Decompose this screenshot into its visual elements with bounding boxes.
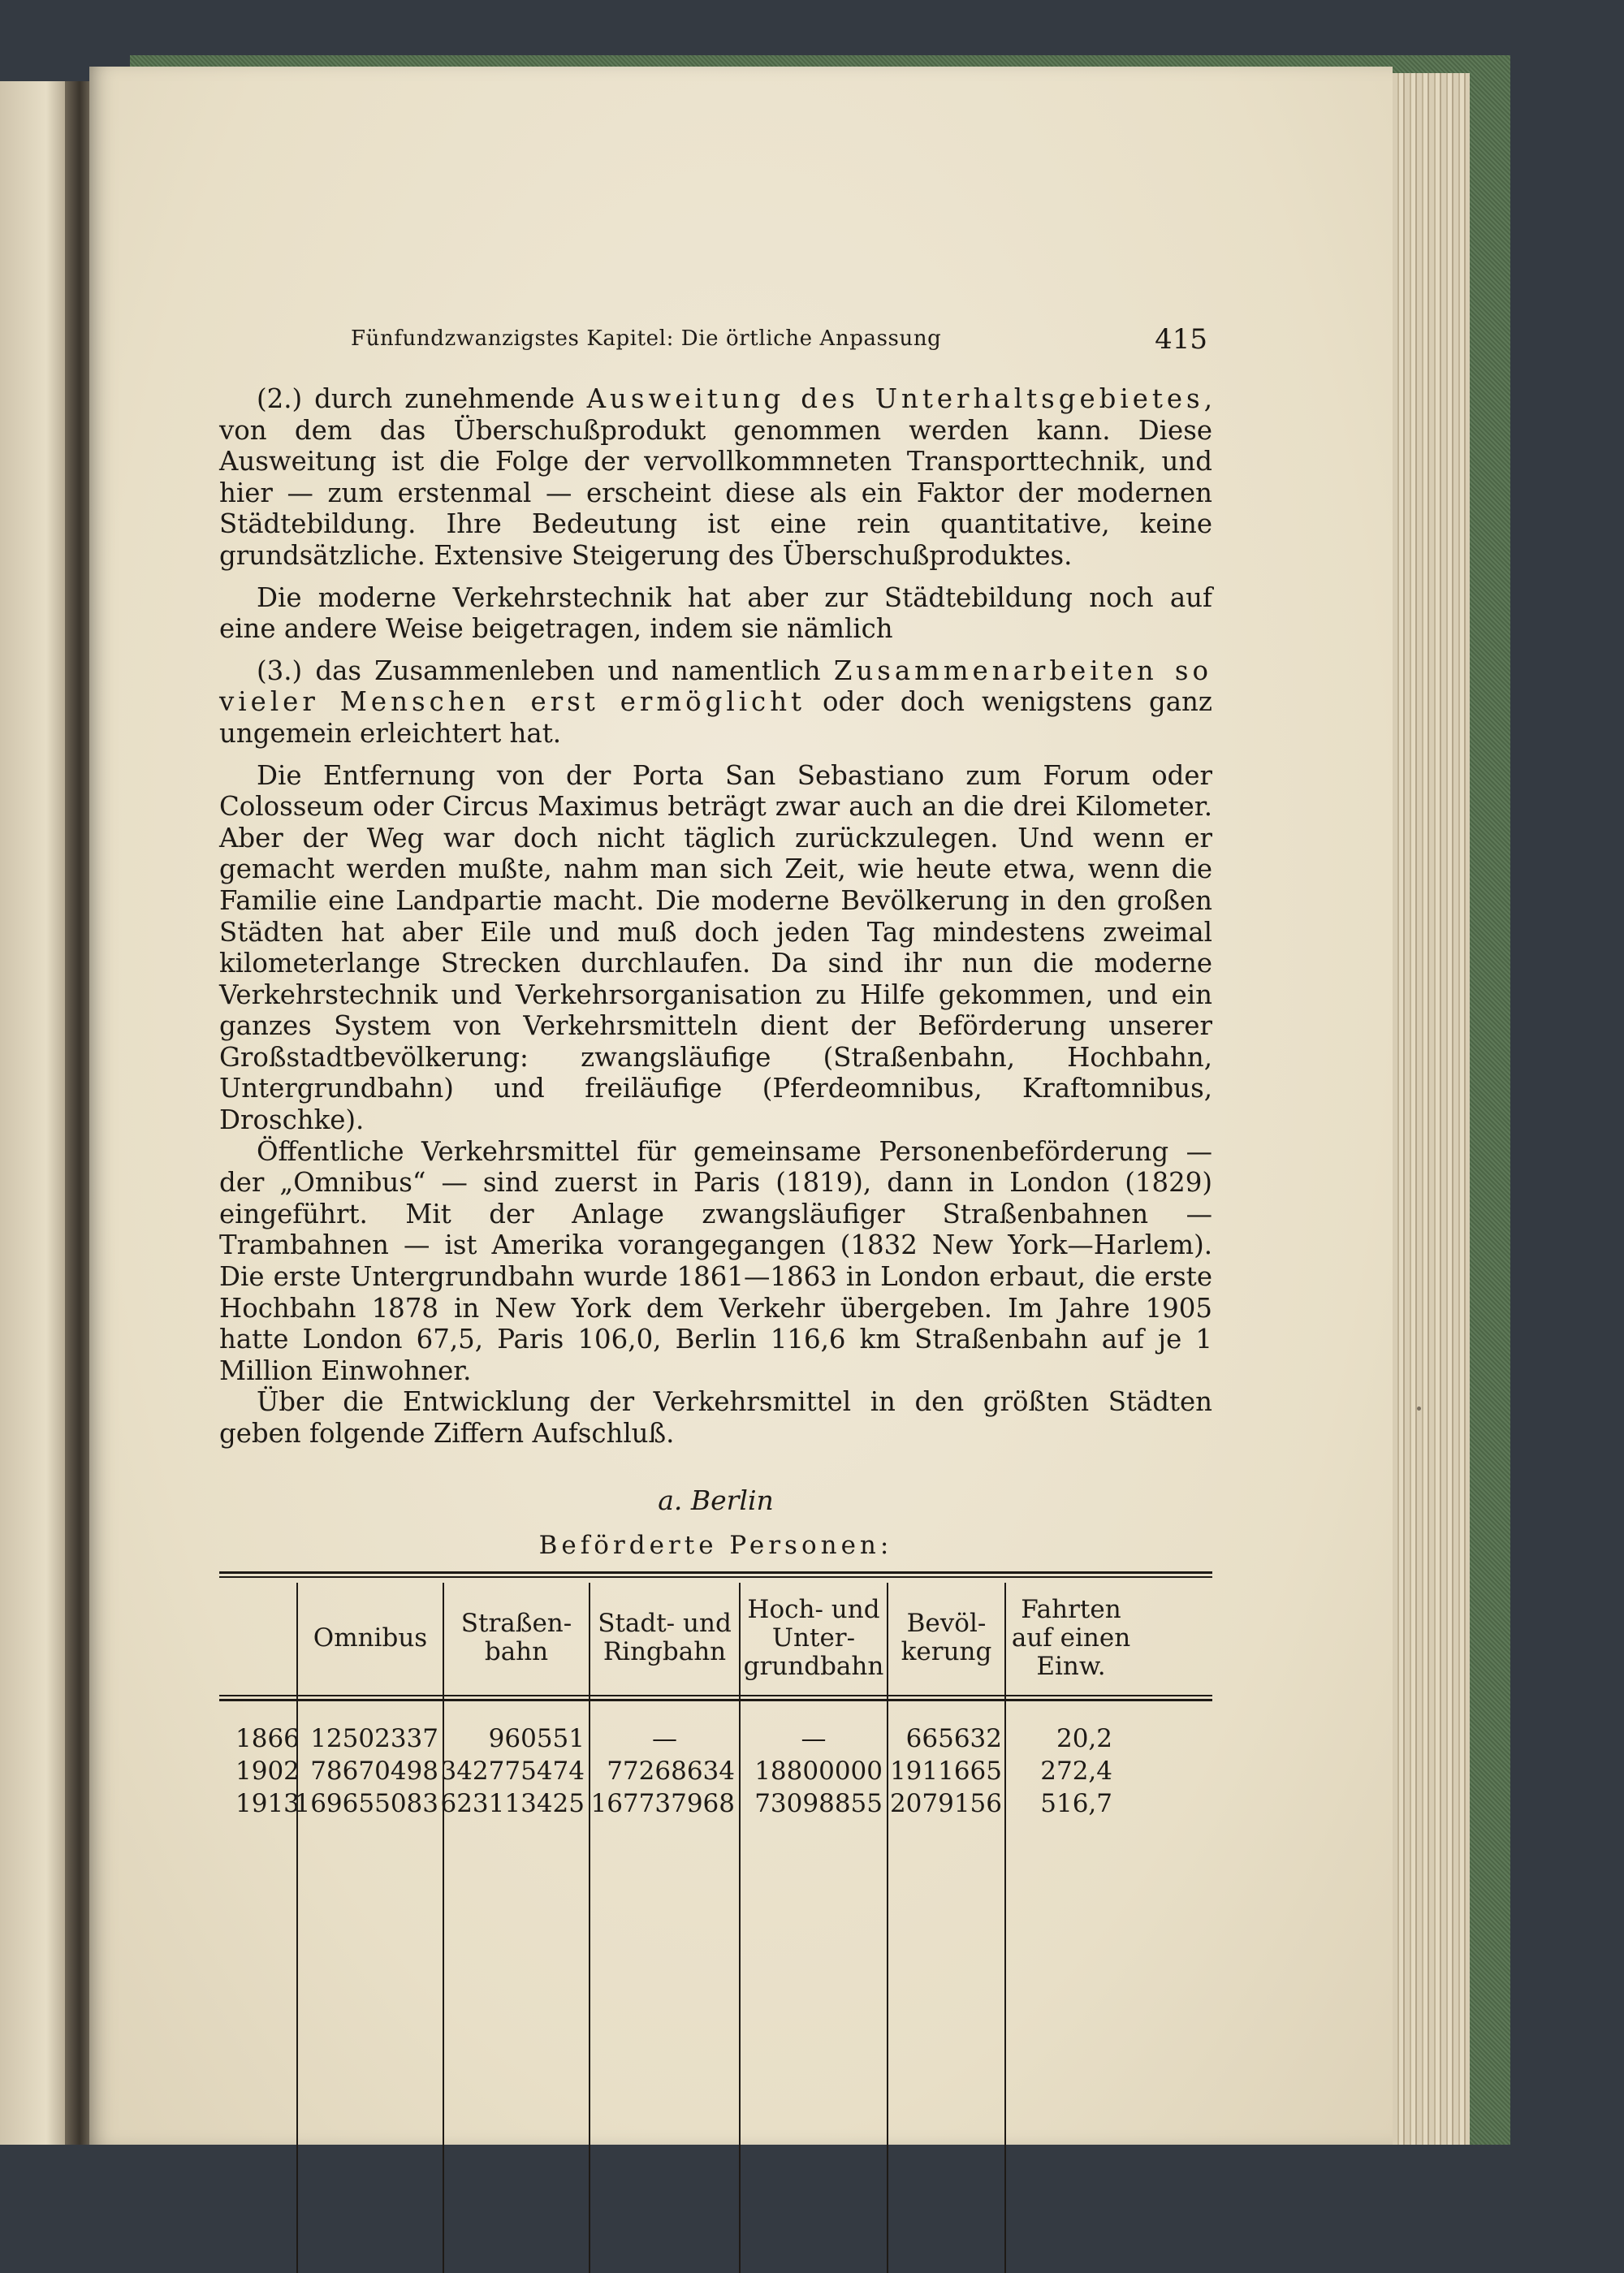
running-head	[351, 323, 1207, 359]
paragraph-figures-intro: Über die Entwicklung der Verkehrsmittel in den größten Städten geben folgende Ziffern Aufschluß.	[219, 1386, 1212, 1449]
chapter-title: Fünfundzwanzigstes Kapitel: Die örtliche Anpassung	[351, 326, 942, 351]
cell-hochbahn: —	[801, 1724, 827, 1753]
cell-omnibus: 12502337	[310, 1724, 438, 1753]
paragraph-omnibus-history: Öffentliche Verkehrsmittel für gemeinsame Personenbeförderung — der „Omnibus“ — sind zuerst in Paris (1819), dann in London (1829) eingeführt. Mit der Anlage zwangsläufiger Straßenbahnen — Trambahnen — ist Amerika vorangegangen (1832 New York—Harlem). Die erste Untergrundbahn wurde 1861—1863 in London erbaut, die erste Hochbahn 1878 in New York dem Verkehr übergeben. Im Jahre 1905 hatte London 67,5, Paris 106,0, Berlin 116,6 km Straßenbahn auf je 1 Million Einwohner.	[219, 1135, 1212, 1386]
cell-bevoelkerung: 665632	[905, 1724, 1002, 1753]
row-year: 1913	[235, 1789, 300, 1818]
cell-fahrten: 516,7	[1040, 1789, 1112, 1818]
paragraph-transition: Die moderne Verkehrstechnik hat aber zur Städtebildung noch auf eine andere Weise beigetragen, indem sie nämlich	[219, 581, 1212, 645]
cell-stadtbahn: —	[652, 1724, 677, 1753]
header-hochbahn: Hoch- und Unter- grundbahn	[743, 1594, 884, 1681]
cell-strassenbahn: 960551	[488, 1724, 585, 1753]
cell-strassenbahn: 342775474	[440, 1757, 585, 1786]
cell-hochbahn: 18800000	[754, 1757, 883, 1786]
table-header-rule-thin	[219, 1695, 1212, 1696]
cell-strassenbahn: 623113425	[440, 1789, 585, 1818]
page-block-edges	[1380, 73, 1470, 2145]
header-fahrten: Fahrten auf einen Einw.	[1011, 1594, 1131, 1681]
header-strassenbahn: Straßen- bahn	[460, 1609, 572, 1666]
cell-fahrten: 20,2	[1056, 1724, 1112, 1753]
cell-bevoelkerung: 1911665	[889, 1757, 1002, 1786]
book-page	[89, 67, 1393, 2145]
cell-hochbahn: 73098855	[754, 1789, 883, 1818]
header-stadtbahn: Stadt- und Ringbahn	[598, 1609, 732, 1666]
paragraph-2: (2.) durch zunehmende Ausweitung des Unterhaltsgebietes, von dem das Überschußprodukt genommen werden kann. Diese Ausweitung ist die Folge der vervollkommneten Transporttechnik, und hier — zum erstenmal — erscheint diese als ein Faktor der modernen Städtebildung. Ihre Bedeutung ist eine rein quantitative, keine grundsätzliche. Extensive Steigerung des Überschußproduktes.	[219, 383, 1212, 571]
table-city-title: a. Berlin	[658, 1484, 774, 1516]
cell-stadtbahn: 167737968	[590, 1789, 735, 1818]
header-bevoelkerung: Bevöl- kerung	[901, 1609, 992, 1666]
page-speck	[1417, 1407, 1421, 1411]
table-top-rule-thin	[219, 1576, 1212, 1578]
cell-bevoelkerung: 2079156	[889, 1789, 1002, 1818]
table-top-rule	[219, 1571, 1212, 1574]
page-number: 415	[1155, 323, 1207, 356]
paragraph-rome: Die Entfernung von der Porta San Sebastiano zum Forum oder Colosseum oder Circus Maximus beträgt zwar auch an die drei Kilometer. Aber der Weg war doch nicht täglich zurückzulegen. Und wenn er gemacht werden mußte, nahm man sich Zeit, wie heute etwa, wenn die Familie eine Landpartie macht. Die moderne Bevölkerung in den großen Städten hat aber Eile und muß doch jeden Tag mindestens zweimal kilometerlange Strecken durchlaufen. Da sind ihr nun die moderne Verkehrstechnik und Verkehrsorganisation zu Hilfe gekommen, und ein ganzes System von Verkehrsmitteln dient der Beförderung unserer Großstadtbevölkerung: zwangsläufige (Straßenbahn, Hochbahn, Untergrundbahn) und freiläufige (Pferdeomnibus, Kraftomnibus, Droschke).	[219, 759, 1212, 1136]
row-year: 1902	[235, 1757, 300, 1786]
transport-table	[219, 1571, 1212, 2221]
row-year: 1866	[235, 1724, 300, 1753]
body-text	[219, 383, 1212, 1450]
table-header-rule	[219, 1699, 1212, 1701]
cell-omnibus: 169655083	[294, 1789, 438, 1818]
cell-stadtbahn: 77268634	[607, 1757, 735, 1786]
cell-omnibus: 78670498	[310, 1757, 438, 1786]
header-omnibus: Omnibus	[313, 1623, 428, 1653]
cell-fahrten: 272,4	[1040, 1757, 1112, 1786]
paragraph-3: (3.) das Zusammenleben und namentlich Zusammenarbeiten so vieler Menschen erst ermöglicht oder doch wenigstens ganz ungemein erleichtert hat.	[219, 655, 1212, 749]
table-caption: Beförderte Personen:	[538, 1531, 893, 1560]
